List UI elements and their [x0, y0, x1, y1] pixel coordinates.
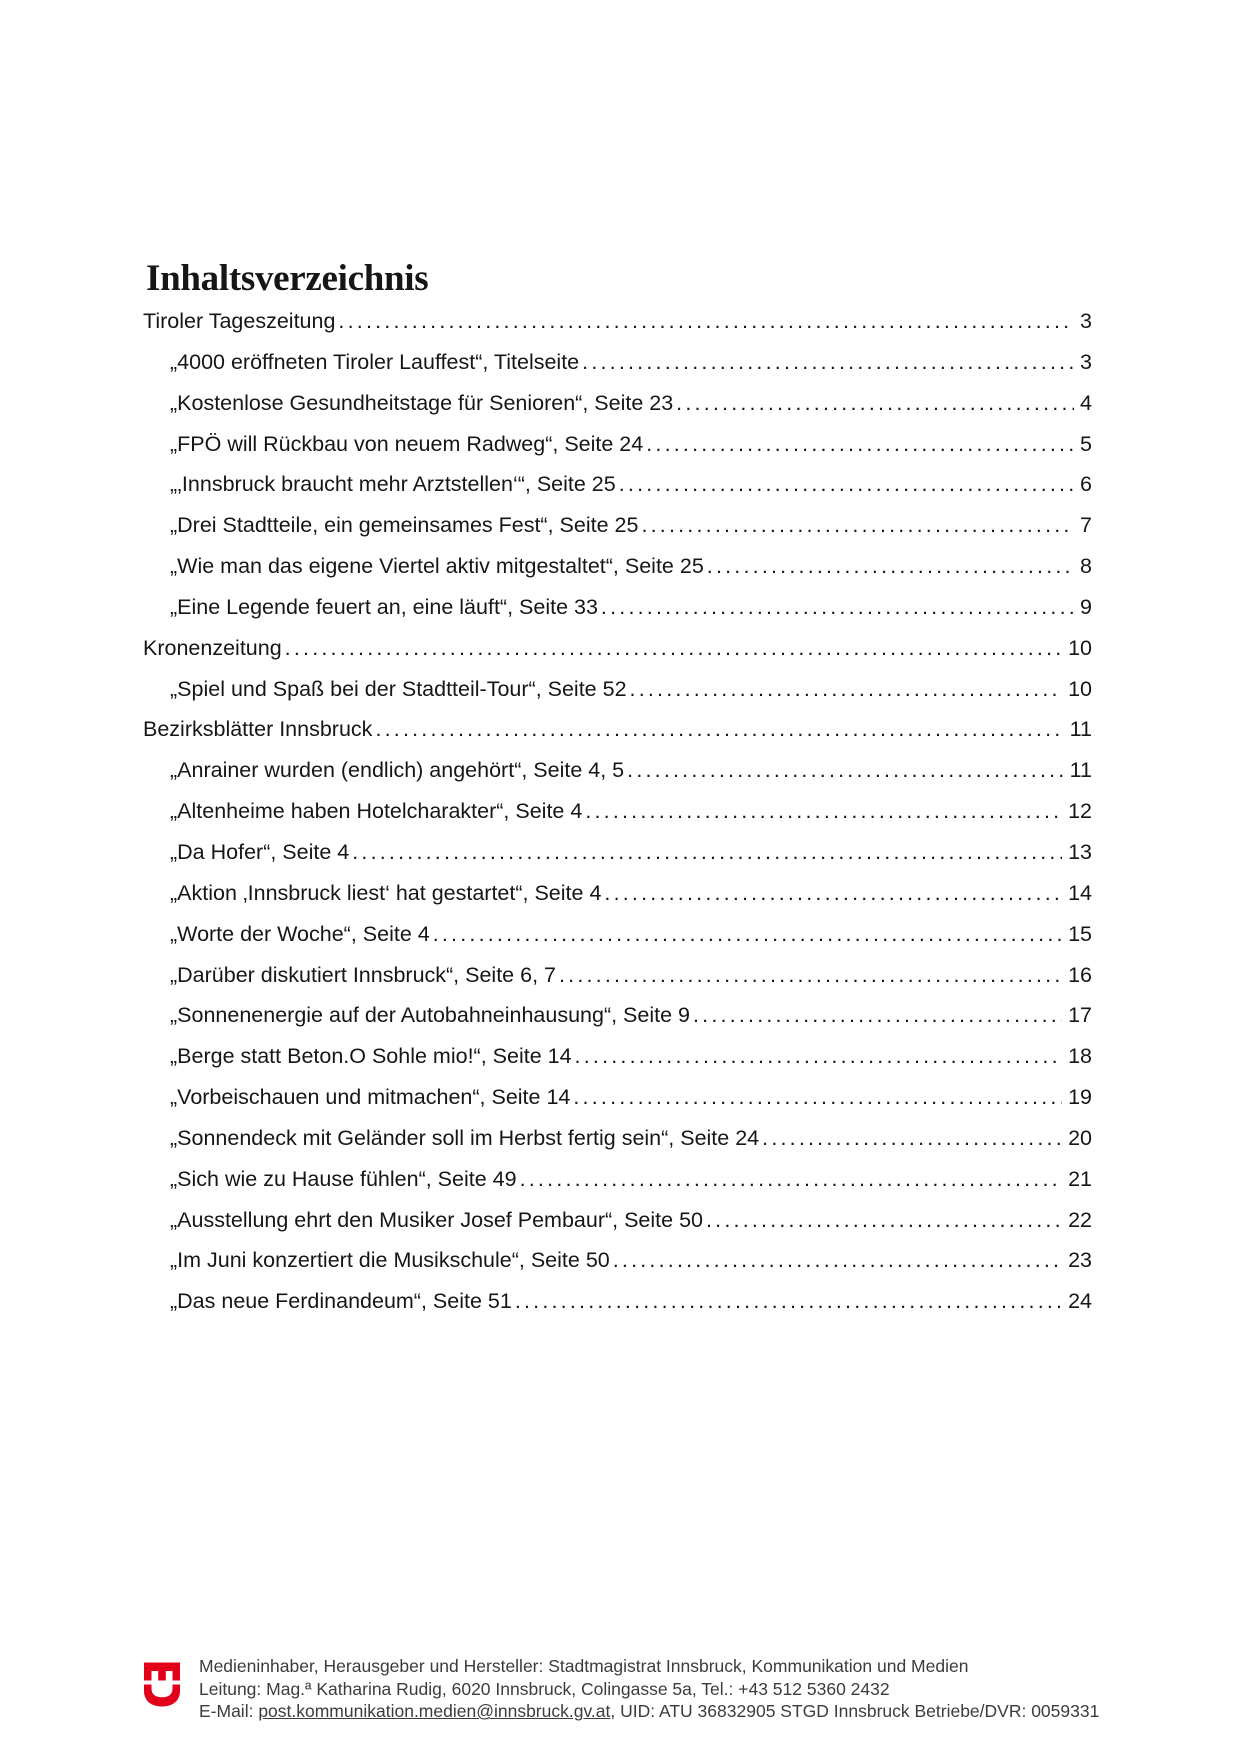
toc-entry — [143, 546, 1092, 587]
toc-entry-label: „Eine Legende feuert an, eine läuft“, Seite 33 — [170, 594, 598, 619]
toc-entry — [143, 1200, 1092, 1241]
toc-entry — [143, 1036, 1092, 1077]
toc-list — [143, 301, 1092, 1322]
toc-entry — [143, 505, 1092, 546]
toc-dot-leader — [706, 1200, 1062, 1241]
toc-entry-label: „Wie man das eigene Viertel aktiv mitgestaltet“, Seite 25 — [170, 554, 704, 579]
toc-entry-page-number: 15 — [1068, 921, 1092, 946]
footer-uid-text: , UID: ATU 36832905 STGD Innsbruck Betriebe/DVR: 0059331 — [610, 1701, 1100, 1722]
toc-entry-label: „Darüber diskutiert Innsbruck“, Seite 6, 7 — [170, 962, 556, 987]
toc-entry-page-number: 7 — [1080, 513, 1092, 538]
toc-entry-page-number: 21 — [1068, 1166, 1092, 1191]
toc-entry-label: Kronenzeitung — [143, 635, 282, 660]
toc-dot-leader — [762, 1118, 1062, 1159]
toc-entry-label: „Sonnendeck mit Geländer soll im Herbst fertig sein“, Seite 24 — [170, 1125, 760, 1150]
toc-dot-leader — [352, 832, 1062, 873]
toc-entry — [143, 791, 1092, 832]
toc-entry-page-number: 3 — [1080, 309, 1092, 333]
toc-entry — [143, 955, 1092, 996]
toc-entry — [143, 464, 1092, 505]
toc-entry — [143, 383, 1092, 424]
toc-entry-page-number: 17 — [1068, 1003, 1092, 1028]
toc-entry — [143, 1240, 1092, 1281]
toc-entry-page-number: 19 — [1068, 1085, 1092, 1110]
toc-entry — [143, 1077, 1092, 1118]
toc-dot-leader — [582, 342, 1074, 383]
toc-entry-label: „4000 eröffneten Tiroler Lauffest“, Titelseite — [170, 349, 580, 374]
toc-entry-label: Bezirksblätter Innsbruck — [143, 717, 373, 742]
toc-entry-page-number: 18 — [1068, 1044, 1092, 1069]
toc-dot-leader — [601, 587, 1074, 628]
toc-entry-label: „Drei Stadtteile, ein gemeinsames Fest“, Seite 25 — [170, 513, 639, 538]
toc-entry — [143, 587, 1092, 628]
toc-entry-label: „Kostenlose Gesundheitstage für Senioren“, Seite 23 — [170, 390, 674, 415]
toc-entry-label: „FPÖ will Rückbau von neuem Radweg“, Seite 24 — [170, 431, 644, 456]
toc-entry-page-number: 3 — [1080, 349, 1092, 374]
toc-entry-label: „Spiel und Spaß bei der Stadtteil-Tour“, Seite 52 — [170, 676, 627, 701]
toc-entry-label: „Ausstellung ehrt den Musiker Josef Pembaur“, Seite 50 — [170, 1207, 703, 1232]
toc-dot-leader — [641, 505, 1074, 546]
toc-entry — [143, 1118, 1092, 1159]
toc-dot-leader — [693, 995, 1062, 1036]
toc-entry-label: „Im Juni konzertiert die Musikschule“, Seite 50 — [170, 1248, 610, 1273]
innsbruck-coat-of-arms-icon — [142, 1661, 182, 1708]
toc-entry-page-number: 9 — [1080, 594, 1092, 619]
toc-entry-page-number: 10 — [1068, 635, 1092, 660]
toc-entry-page-number: 11 — [1069, 717, 1092, 742]
toc-entry-page-number: 5 — [1080, 431, 1092, 456]
toc-entry-label: „Das neue Ferdinandeum“, Seite 51 — [170, 1289, 512, 1314]
toc-entry — [143, 995, 1092, 1036]
toc-entry-label: „Aktion ‚Innsbruck liest‘ hat gestartet“, Seite 4 — [170, 880, 602, 905]
toc-dot-leader — [676, 383, 1074, 424]
toc-dot-leader — [520, 1159, 1063, 1200]
toc-entry — [143, 342, 1092, 383]
toc-entry-page-number: 16 — [1068, 962, 1092, 987]
toc-entry — [143, 424, 1092, 465]
footer-email-link[interactable]: post.kommunikation.medien@innsbruck.gv.at — [258, 1701, 611, 1722]
toc-entry-page-number: 23 — [1068, 1248, 1092, 1273]
toc-entry-page-number: 13 — [1068, 839, 1092, 864]
toc-entry-page-number: 22 — [1068, 1207, 1092, 1232]
toc-entry-page-number: 12 — [1068, 799, 1092, 824]
toc-dot-leader — [707, 546, 1074, 587]
toc-entry-label: „Da Hofer“, Seite 4 — [170, 839, 350, 864]
footer — [199, 1655, 1099, 1723]
toc-entry — [143, 1159, 1092, 1200]
toc-entry-page-number: 8 — [1080, 554, 1092, 579]
toc-dot-leader — [627, 750, 1064, 791]
toc-dot-leader — [630, 669, 1063, 710]
toc-dot-leader — [604, 873, 1062, 914]
toc-entry-label: „Sich wie zu Hause fühlen“, Seite 49 — [170, 1166, 517, 1191]
toc-entry-label: „Berge statt Beton.O Sohle mio!“, Seite 14 — [170, 1044, 572, 1069]
toc-dot-leader — [575, 1036, 1063, 1077]
footer-line-2: Leitung: Mag.ª Katharina Rudig, 6020 Innsbruck, Colingasse 5a, Tel.: +43 512 5360 2432 — [199, 1678, 890, 1699]
toc-dot-leader — [619, 464, 1074, 505]
toc-entry-page-number: 6 — [1080, 472, 1092, 497]
toc-entry — [143, 709, 1092, 750]
toc-dot-leader — [613, 1240, 1062, 1281]
toc-entry-label: Tiroler Tageszeitung — [143, 309, 336, 333]
toc-entry — [143, 873, 1092, 914]
toc-dot-leader — [515, 1281, 1062, 1322]
toc-entry — [143, 669, 1092, 710]
toc-entry-label: „Sonnenenergie auf der Autobahneinhausung“, Seite 9 — [170, 1003, 690, 1028]
toc-entry-label: „Vorbeischauen und mitmachen“, Seite 14 — [170, 1085, 571, 1110]
toc-entry-label: „Worte der Woche“, Seite 4 — [170, 921, 430, 946]
toc-entry — [143, 301, 1092, 342]
footer-email-label: E-Mail: — [199, 1701, 259, 1722]
toc-entry-label: „Altenheime haben Hotelcharakter“, Seite 4 — [170, 799, 583, 824]
toc-dot-leader — [585, 791, 1062, 832]
toc-entry-page-number: 4 — [1080, 390, 1092, 415]
toc-entry-page-number: 10 — [1068, 676, 1092, 701]
footer-line-3 — [199, 1700, 1099, 1723]
toc-entry — [143, 832, 1092, 873]
toc-dot-leader — [338, 301, 1074, 342]
toc-entry-page-number: 20 — [1068, 1125, 1092, 1150]
toc-entry — [143, 628, 1092, 669]
toc-entry-page-number: 11 — [1069, 758, 1092, 783]
toc-entry-page-number: 14 — [1068, 880, 1092, 905]
page-title: Inhaltsverzeichnis — [146, 257, 429, 299]
toc-entry — [143, 750, 1092, 791]
toc-entry — [143, 1281, 1092, 1322]
toc-dot-leader — [559, 955, 1062, 996]
toc-entry-page-number: 24 — [1068, 1289, 1092, 1314]
toc-dot-leader — [375, 709, 1063, 750]
toc-entry-label: „Anrainer wurden (endlich) angehört“, Seite 4, 5 — [170, 758, 625, 783]
toc-dot-leader — [433, 914, 1062, 955]
toc-dot-leader — [646, 424, 1074, 465]
toc-entry-label: „‚Innsbruck braucht mehr Arztstellen‘“, Seite 25 — [170, 472, 616, 497]
toc-dot-leader — [285, 628, 1062, 669]
toc-dot-leader — [573, 1077, 1062, 1118]
toc-entry — [143, 914, 1092, 955]
footer-line-1: Medieninhaber, Herausgeber und Hersteller: Stadtmagistrat Innsbruck, Kommunikation und Medien — [199, 1656, 969, 1676]
